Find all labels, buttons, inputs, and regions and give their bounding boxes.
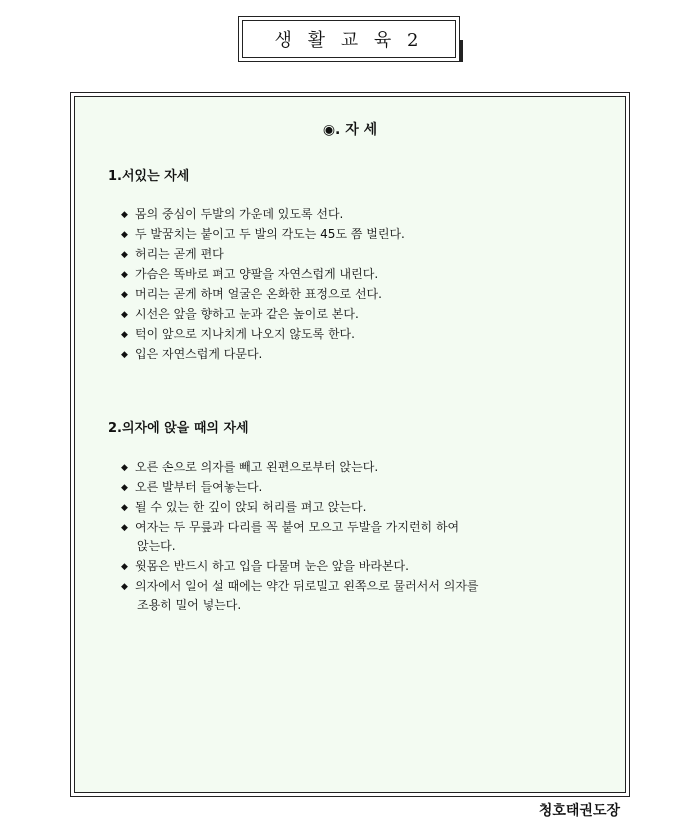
page-title: 생 활 교 육 2 [242,20,456,58]
list-item: ◆ 오른 발부터 들여놓는다. [121,478,479,497]
list-item: ◆ 가슴은 똑바로 펴고 양팔을 자연스럽게 내린다. [121,265,405,284]
list-item: ◆ 여자는 두 무릎과 다리를 꼭 붙여 모으고 두발을 가지런히 하여 앉는다. [121,518,479,556]
title-box [238,16,460,62]
list-item-continuation: 앉는다. [137,539,176,553]
section-1-title: 1.서있는 자세 [108,169,190,184]
list-item: ◆ 윗몸은 반드시 하고 입을 다물며 눈은 앞을 바라본다. [121,557,479,576]
diamond-bullet-icon: ◆ [121,310,128,320]
list-item: ◆ 두 발꿈치는 붙이고 두 발의 각도는 45도 쯤 벌린다. [121,225,405,244]
list-item: ◆ 오른 손으로 의자를 빼고 왼편으로부터 앉는다. [121,458,479,477]
diamond-bullet-icon: ◆ [121,230,128,240]
diamond-bullet-icon: ◆ [121,330,128,340]
diamond-bullet-icon: ◆ [121,562,128,572]
diamond-bullet-icon: ◆ [121,290,128,300]
list-item-continuation: 조용히 밀어 넣는다. [137,598,242,612]
list-item: ◆ 의자에서 일어 설 때에는 약간 뒤로밀고 왼쪽으로 물러서서 의자를 조용히 밀어 넣는다. [121,577,479,615]
list-item: ◆ 몸의 중심이 두발의 가운데 있도록 선다. [121,205,405,224]
dojang-name: 청호태권도장 [538,803,620,819]
list-item: ◆ 시선은 앞을 향하고 눈과 같은 높이로 본다. [121,305,405,324]
list-item: ◆ 허리는 곧게 편다 [121,245,405,264]
section-1-list [121,205,405,365]
section-2-title: 2.의자에 앉을 때의 자세 [108,421,249,436]
content-panel [74,96,626,793]
diamond-bullet-icon: ◆ [121,523,128,533]
list-item: ◆ 입은 자연스럽게 다문다. [121,345,405,364]
diamond-bullet-icon: ◆ [121,463,128,473]
list-item: ◆ 될 수 있는 한 깊이 앉되 허리를 펴고 앉는다. [121,498,479,517]
content-frame [70,92,630,797]
diamond-bullet-icon: ◆ [121,250,128,260]
diamond-bullet-icon: ◆ [121,350,128,360]
section-heading: ◉. 자 세 [322,122,378,138]
diamond-bullet-icon: ◆ [121,582,128,592]
diamond-bullet-icon: ◆ [121,503,128,513]
diamond-bullet-icon: ◆ [121,210,128,220]
section-2-list [121,458,479,616]
diamond-bullet-icon: ◆ [121,483,128,493]
list-item: ◆ 머리는 곧게 하며 얼굴은 온화한 표정으로 선다. [121,285,405,304]
diamond-bullet-icon: ◆ [121,270,128,280]
list-item: ◆ 턱이 앞으로 지나치게 나오지 않도록 한다. [121,325,405,344]
title-box-shadow [460,40,463,62]
